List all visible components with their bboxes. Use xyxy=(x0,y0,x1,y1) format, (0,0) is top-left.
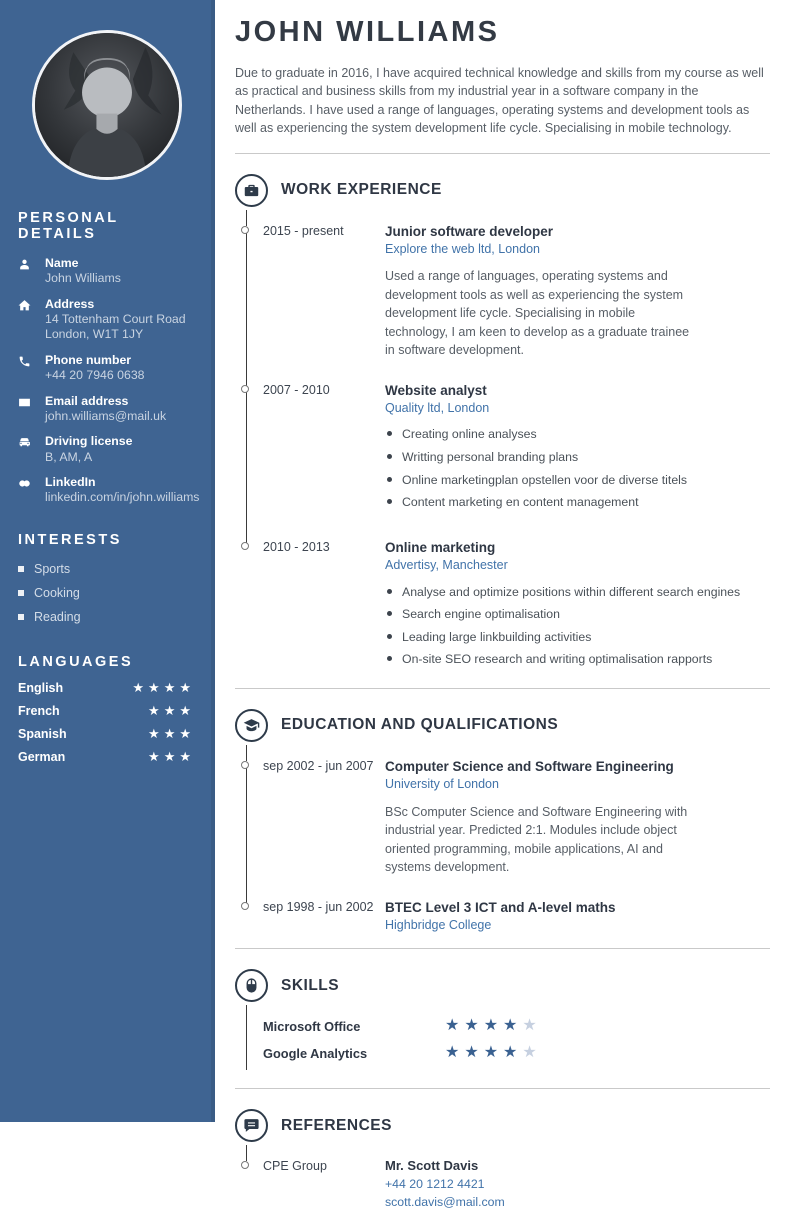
detail-label: Name xyxy=(45,256,79,270)
skill-row xyxy=(235,1045,770,1061)
interests-section xyxy=(18,532,195,624)
entry-date: 2010 - 2013 xyxy=(263,539,330,554)
entry-org-link[interactable]: Advertisy, Manchester xyxy=(385,558,508,573)
entry-date: sep 1998 - jun 2002 xyxy=(263,899,374,914)
entry-date: sep 2002 - jun 2007 xyxy=(263,758,374,773)
section-header xyxy=(235,709,770,742)
detail-label: Address xyxy=(45,296,95,311)
language-rating: ★★★ xyxy=(148,748,195,764)
entry-title: Online marketing xyxy=(385,539,496,555)
section-title: REFERENCES xyxy=(281,1116,392,1134)
entry-org-link[interactable]: Highbridge College xyxy=(385,917,492,932)
languages-section xyxy=(18,654,195,765)
interest-item xyxy=(18,586,195,600)
entry-org-link[interactable]: Explore the web ltd, London xyxy=(385,241,540,256)
interest-item xyxy=(18,610,195,624)
references-section xyxy=(235,1109,770,1212)
entry-bullets xyxy=(385,426,770,510)
bullet-item: Search engine optimalisation xyxy=(385,606,770,623)
detail-value: +44 20 7946 0638 xyxy=(45,368,145,383)
entry-title: Computer Science and Software Engineering xyxy=(385,758,674,774)
mouse-icon xyxy=(235,969,268,1002)
detail-driving-license xyxy=(18,434,195,465)
skills-entries xyxy=(235,1018,770,1074)
detail-email xyxy=(18,394,195,425)
detail-value: London, W1T 1JY xyxy=(45,327,144,342)
detail-phone xyxy=(18,353,195,384)
detail-label: Email address xyxy=(45,393,129,408)
detail-label: Phone number xyxy=(45,352,132,367)
bullet-item: Creating online analyses xyxy=(385,426,770,443)
languages-heading: LANGUAGES xyxy=(18,653,134,670)
detail-value: john.williams@mail.uk xyxy=(45,408,167,423)
detail-value: John Williams xyxy=(45,271,121,286)
education-entry xyxy=(235,758,770,877)
work-entry xyxy=(235,382,770,517)
section-header xyxy=(235,174,770,207)
reference-email-link[interactable]: scott.davis@mail.com xyxy=(385,1195,505,1210)
education-entry xyxy=(235,899,770,935)
square-bullet xyxy=(18,614,24,620)
reference-entries xyxy=(235,1158,770,1212)
bullet-item: Analyse and optimize positions within different search engines xyxy=(385,584,770,601)
entry-date: 2015 - present xyxy=(263,223,344,238)
personal-details-heading: PERSONAL DETAILS xyxy=(18,210,119,242)
timeline-dot xyxy=(241,542,249,550)
detail-address xyxy=(18,297,195,343)
interests-heading: INTERESTS xyxy=(18,531,122,548)
square-bullet xyxy=(18,566,24,572)
bullet-item: On-site SEO research and writing optimalisation rapports xyxy=(385,651,770,668)
section-title: SKILLS xyxy=(281,976,340,994)
entry-date: 2007 - 2010 xyxy=(263,382,330,397)
entry-description: Used a range of languages, operating systems and development tools as well as experiencing the system development life cycle. Specialising in mobile technology, I am keen to develop as a graduate trainee in software development. xyxy=(385,269,690,358)
divider xyxy=(235,153,770,154)
linkedin-url[interactable]: linkedin.com/in/john.williams xyxy=(45,490,200,505)
divider xyxy=(235,948,770,949)
detail-label: Driving license xyxy=(45,434,133,449)
detail-linkedin xyxy=(18,474,200,506)
reference-name: Mr. Scott Davis xyxy=(385,1158,479,1174)
interest-label: Cooking xyxy=(34,585,80,600)
home-icon xyxy=(18,297,45,317)
interest-label: Reading xyxy=(34,609,81,624)
entry-org-link[interactable]: Quality ltd, London xyxy=(385,400,490,415)
language-rating: ★★★ xyxy=(148,725,195,741)
language-name: German xyxy=(18,749,66,764)
timeline-dot xyxy=(241,902,249,910)
entry-description: BSc Computer Science and Software Engineering with industrial year. Predicted 2:1. Modules include object oriented programming, mobile applications, AI and systems development. xyxy=(385,804,688,875)
timeline-dot xyxy=(241,385,249,393)
skill-name: Microsoft Office xyxy=(263,1018,361,1034)
reference-company: CPE Group xyxy=(263,1159,327,1174)
briefcase-icon xyxy=(235,174,268,207)
section-title: WORK EXPERIENCE xyxy=(281,181,442,198)
skills-section xyxy=(235,969,770,1074)
email-icon xyxy=(18,394,45,414)
section-header xyxy=(235,1109,770,1142)
language-row xyxy=(18,680,195,696)
sidebar xyxy=(0,0,215,1122)
language-name: Spanish xyxy=(18,726,67,741)
reference-phone-link[interactable]: +44 20 1212 4421 xyxy=(385,1177,485,1192)
page-title: JOHN WILLIAMS xyxy=(235,16,500,48)
divider xyxy=(235,688,770,689)
square-bullet xyxy=(18,590,24,596)
detail-label: LinkedIn xyxy=(45,474,96,489)
bullet-item: Leading large linkbuilding activities xyxy=(385,629,770,646)
car-icon xyxy=(18,434,45,454)
detail-value: 14 Tottenham Court Road xyxy=(45,312,186,327)
detail-value: B, AM, A xyxy=(45,449,93,464)
portrait-silhouette xyxy=(35,33,179,177)
timeline-dot xyxy=(241,1161,249,1169)
entry-org-link[interactable]: University of London xyxy=(385,777,499,792)
phone-icon xyxy=(18,353,45,373)
detail-name xyxy=(18,256,195,287)
education-entries xyxy=(235,758,770,934)
link-icon xyxy=(18,475,45,495)
profile-summary: Due to graduate in 2016, I have acquired technical knowledge and skills from my course as well as practical and business skills from my industrial year in a software company in the Netherlands. I have used a range of languages, operating systems and development tools as well as experiencing the system development life cycle. Specialising in mobile technology. xyxy=(235,66,764,136)
work-entry xyxy=(235,539,770,674)
interest-label: Sports xyxy=(34,561,71,576)
skill-rating: ★★★★★ xyxy=(445,1044,542,1062)
work-experience-section xyxy=(235,174,770,674)
timeline-dot xyxy=(241,761,249,769)
work-entries xyxy=(235,223,770,674)
entry-title: BTEC Level 3 ICT and A-level maths xyxy=(385,899,616,915)
language-row xyxy=(18,749,195,765)
entry-bullets xyxy=(385,584,770,668)
entry-title: Junior software developer xyxy=(385,223,554,239)
timeline-dot xyxy=(241,226,249,234)
language-row xyxy=(18,703,195,719)
skill-row xyxy=(235,1018,770,1034)
language-name: English xyxy=(18,680,64,695)
bullet-item: Writting personal branding plans xyxy=(385,449,770,466)
main-content xyxy=(215,0,793,1210)
section-title: EDUCATION AND QUALIFICATIONS xyxy=(281,716,559,734)
skill-rating: ★★★★★ xyxy=(445,1017,542,1035)
entry-title: Website analyst xyxy=(385,382,487,398)
skill-name: Google Analytics xyxy=(263,1045,368,1061)
bullet-item: Content marketing en content management xyxy=(385,494,770,511)
user-icon xyxy=(18,256,45,276)
reference-entry xyxy=(235,1158,770,1212)
interest-item xyxy=(18,562,195,576)
graduation-cap-icon xyxy=(235,709,268,742)
profile-photo xyxy=(32,30,182,180)
work-entry xyxy=(235,223,770,360)
language-rating: ★★★★ xyxy=(132,679,195,695)
section-header xyxy=(235,969,770,1002)
profile-photo-wrap xyxy=(18,30,195,180)
bullet-item: Online marketingplan opstellen voor de diverse titels xyxy=(385,472,770,489)
divider xyxy=(235,1088,770,1089)
speech-bubble-icon xyxy=(235,1109,268,1142)
language-row xyxy=(18,726,195,742)
language-name: French xyxy=(18,703,60,718)
language-rating: ★★★ xyxy=(148,702,195,718)
education-section xyxy=(235,709,770,934)
